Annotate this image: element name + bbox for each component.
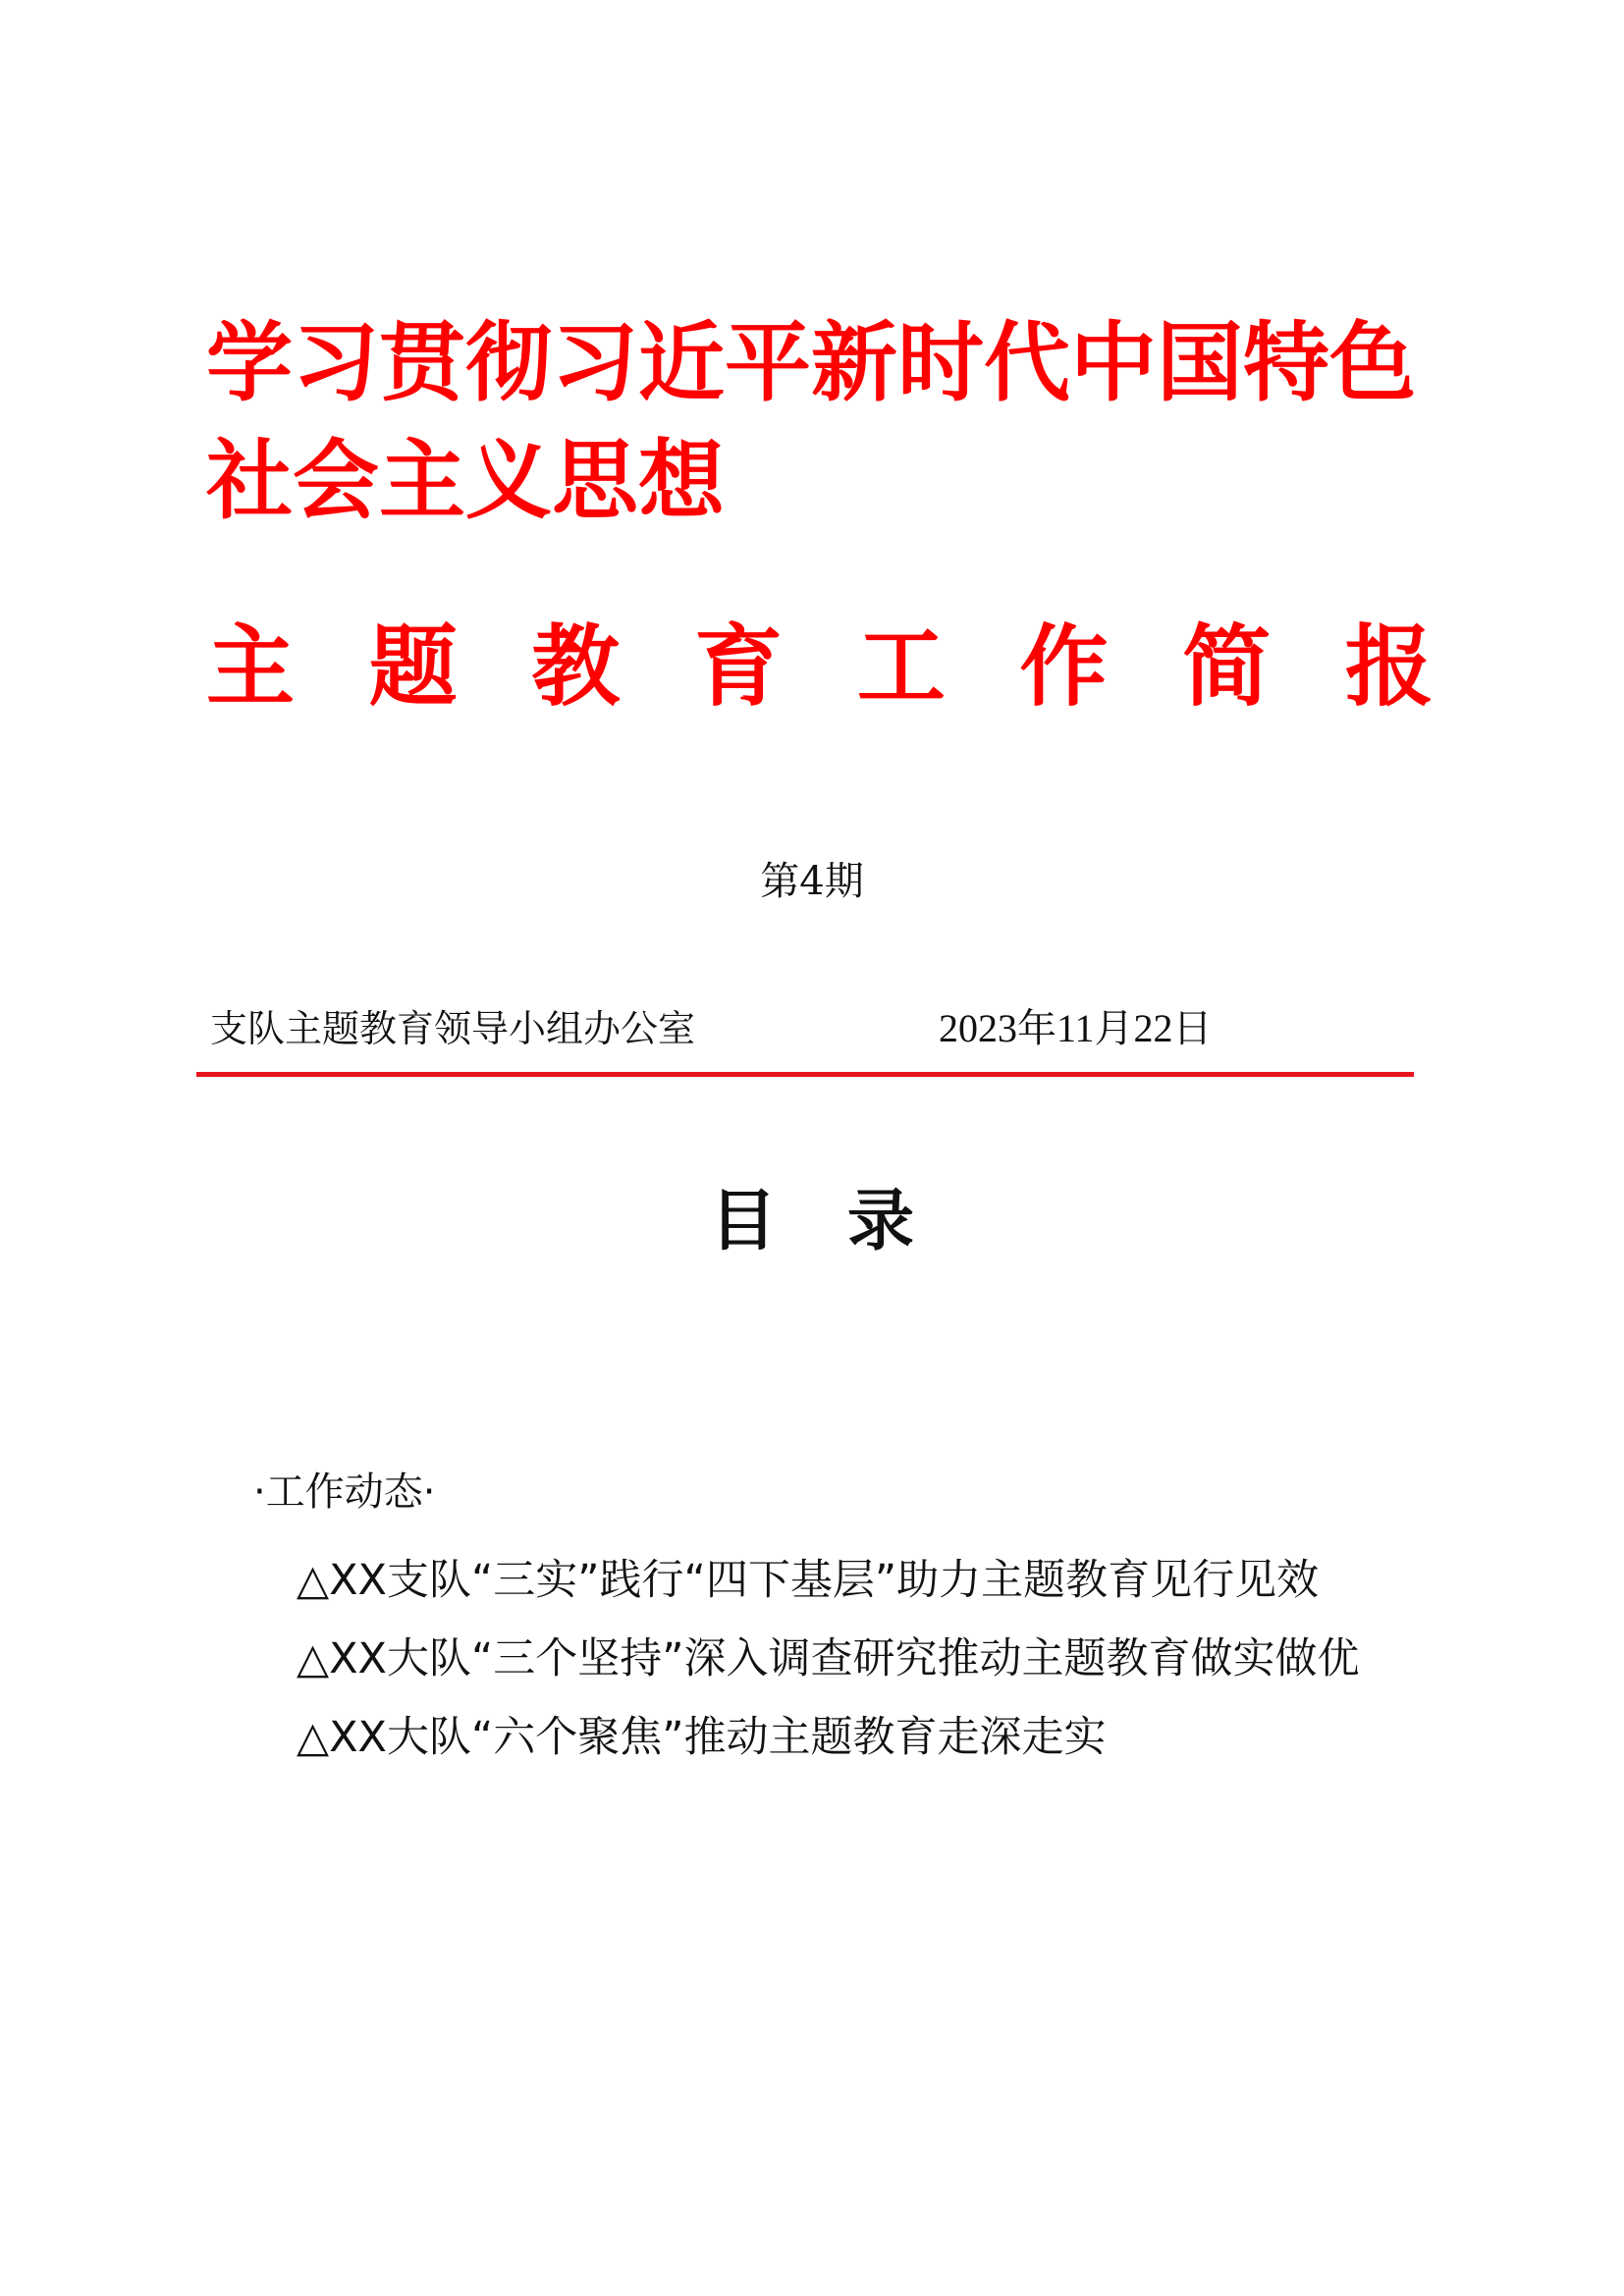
toc-title: 目录 [709, 1183, 985, 1260]
title-char: 主 [206, 615, 295, 719]
title-char: 作 [1019, 615, 1109, 719]
toc-item[interactable]: △XX支队“三实”践行“四下基层”助力主题教育见行见效 [297, 1556, 1320, 1605]
title-char: 教 [531, 615, 621, 719]
bulletin-title-line-1: 学习贯彻习近平新时代中国特色社会主义思想 [206, 312, 1417, 531]
title-char: 报 [1344, 615, 1434, 719]
toc-item[interactable]: △XX大队“六个聚焦”推动主题教育走深走实 [297, 1713, 1107, 1762]
title-char: 育 [694, 615, 784, 719]
issue-date: 2023年11月22日 [939, 1006, 1213, 1050]
title-char: 简 [1182, 615, 1272, 719]
issuer-name: 支队主题教育领导小组办公室 [210, 1007, 696, 1050]
toc-item[interactable]: △XX大队“三个坚持”深入调查研究推动主题教育做实做优 [297, 1634, 1360, 1683]
title-char: 工 [856, 615, 946, 719]
toc-list [297, 1541, 1426, 1777]
bulletin-title-line-2 [206, 609, 1434, 726]
issue-number: 第4期 [760, 859, 864, 904]
title-char: 题 [368, 615, 458, 719]
toc-section-label: ·工作动态· [253, 1469, 436, 1515]
red-divider [196, 1072, 1414, 1077]
